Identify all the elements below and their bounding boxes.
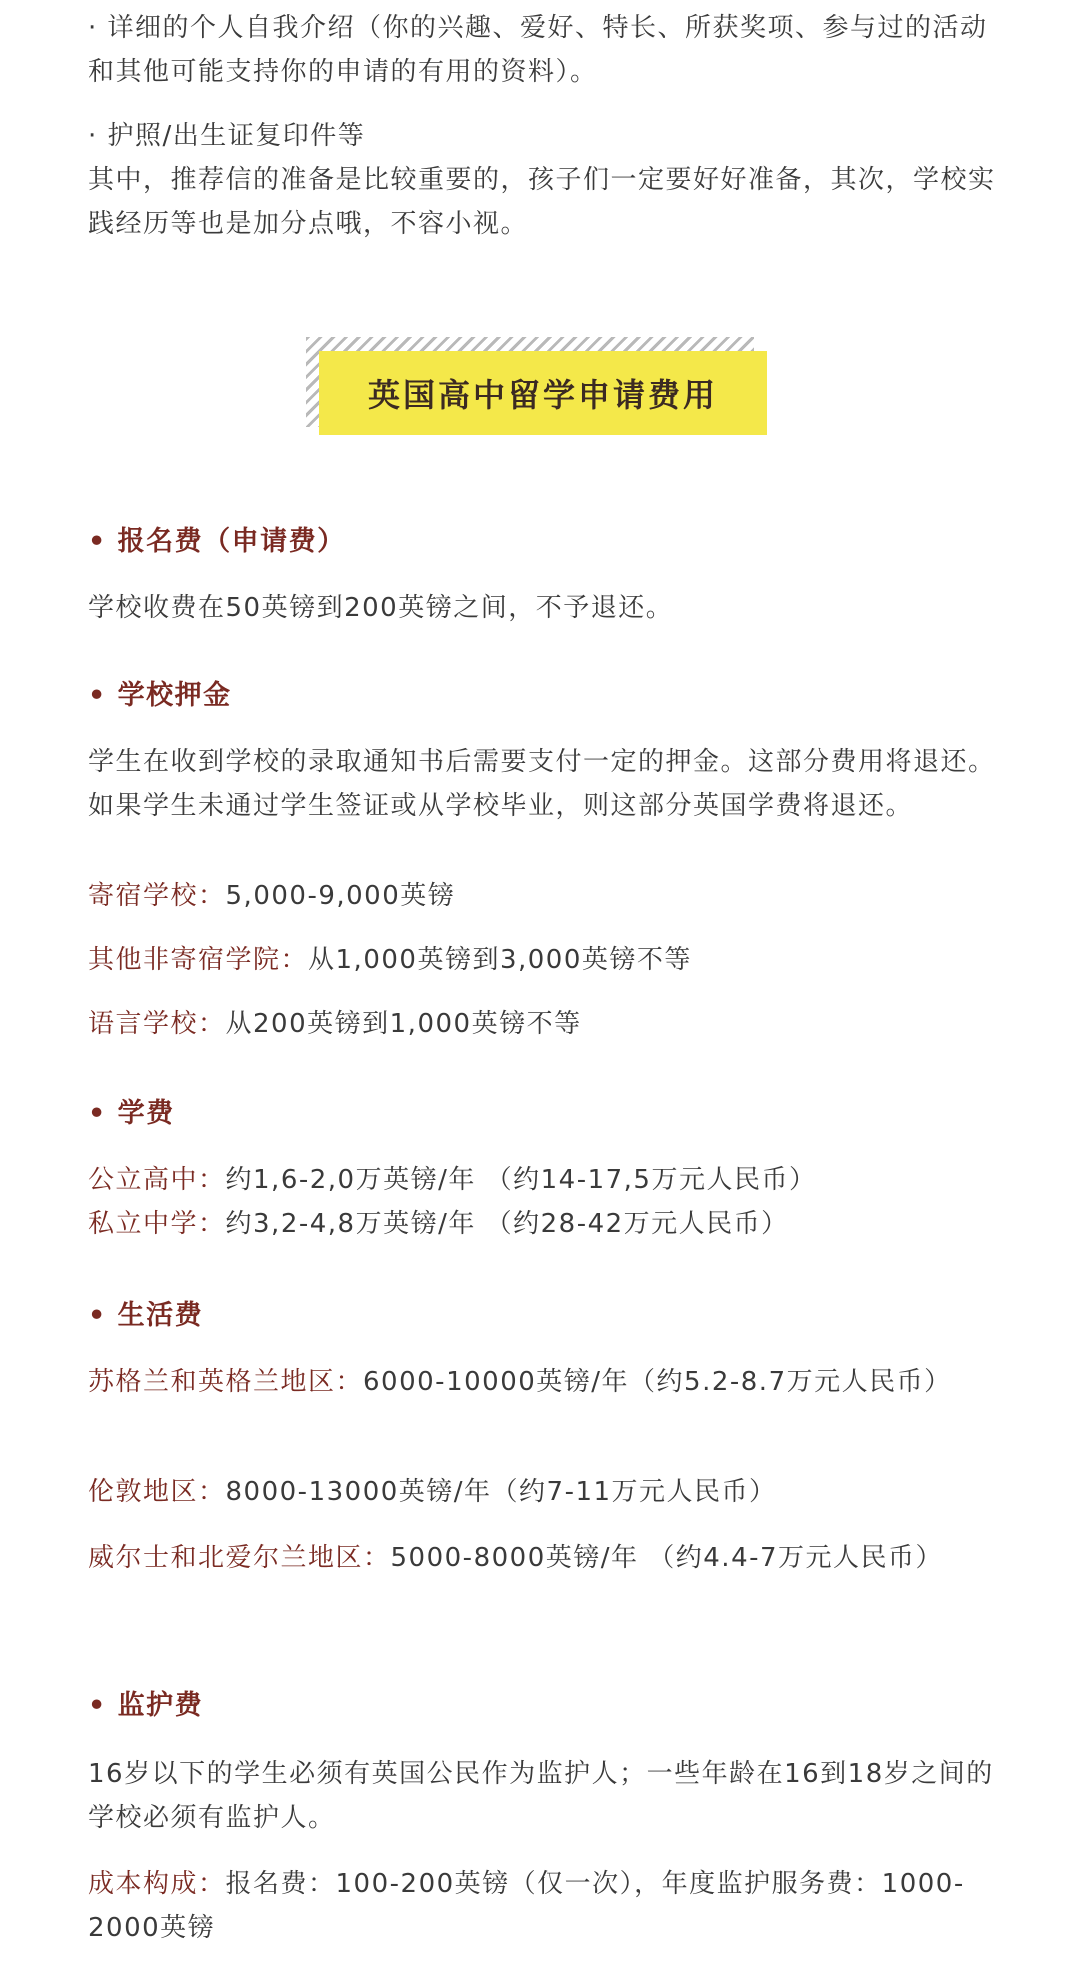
- tuition-public-label: 公立高中：: [88, 1165, 226, 1195]
- deposit-boarding-line: [88, 874, 1002, 918]
- guardian-cost-value: 报名费：100-200英镑（仅一次），年度监护服务费：1000-2000英镑: [88, 1869, 965, 1943]
- living-wales-label: 威尔士和北爱尔兰地区：: [88, 1543, 391, 1573]
- guardian-text: 16岁以下的学生必须有英国公民作为监护人；一些年龄在16到18岁之间的学校必须有监护人。: [88, 1759, 994, 1833]
- deposit-boarding-value: 5,000-9,000英镑: [225, 881, 456, 911]
- intro-item-passport: [88, 114, 1002, 246]
- deposit-text: 学生在收到学校的录取通知书后需要支付一定的押金。这部分费用将退还。如果学生未通过学生签证或从学校毕业，则这部分英国学费将退还。: [88, 747, 996, 821]
- intro-item-2-text: · 护照/出生证复印件等: [88, 121, 366, 151]
- living-scotland-label: 苏格兰和英格兰地区：: [88, 1367, 364, 1397]
- deposit-language-label: 语言学校：: [88, 1009, 226, 1039]
- living-london-value: 8000-13000英镑/年（约7-11万元人民币）: [225, 1477, 777, 1507]
- deposit-nonboarding-value: 从1,000英镑到3,000英镑不等: [308, 945, 692, 975]
- section-title-banner: [306, 337, 766, 437]
- heading-guardian-fee: • 监护费: [88, 1690, 204, 1721]
- living-wales-value: 5000-8000英镑/年 （约4.4-7万元人民币）: [390, 1543, 944, 1573]
- intro-item-1-text: · 详细的个人自我介绍（你的兴趣、爱好、特长、所获奖项、参与过的活动和其他可能支持你的申请的有用的资料）。: [88, 13, 988, 87]
- living-scotland-value: 6000-10000英镑/年（约5.2-8.7万元人民币）: [363, 1367, 952, 1397]
- registration-fee-paragraph: [88, 586, 1002, 630]
- living-scotland-line: [88, 1360, 1002, 1404]
- living-london-label: 伦敦地区：: [88, 1477, 226, 1507]
- guardian-cost-line: [88, 1862, 1002, 1950]
- tuition-private-value: 约3,2-4,8万英镑/年 （约28-42万元人民币）: [225, 1209, 789, 1239]
- deposit-nonboarding-line: [88, 938, 1002, 982]
- heading-tuition: • 学费: [88, 1098, 175, 1129]
- guardian-cost-label: 成本构成：: [88, 1869, 226, 1899]
- deposit-nonboarding-label: 其他非寄宿学院：: [88, 945, 309, 975]
- heading-school-deposit: • 学校押金: [88, 680, 232, 711]
- living-london-line: [88, 1470, 1002, 1514]
- registration-fee-text: 学校收费在50英镑到200英镑之间，不予退还。: [88, 593, 674, 623]
- tuition-private-label: 私立中学：: [88, 1209, 226, 1239]
- guardian-paragraph: [88, 1752, 1002, 1840]
- tuition-lines: [88, 1158, 1002, 1246]
- deposit-language-value: 从200英镑到1,000英镑不等: [225, 1009, 582, 1039]
- intro-item-self-introduction: [88, 6, 1002, 94]
- heading-registration-fee: • 报名费（申请费）: [88, 526, 346, 557]
- tuition-public-value: 约1,6-2,0万英镑/年 （约14-17,5万元人民币）: [225, 1165, 817, 1195]
- deposit-boarding-label: 寄宿学校：: [88, 881, 226, 911]
- banner-title: 英国高中留学申请费用: [319, 351, 767, 435]
- deposit-language-line: [88, 1002, 1002, 1046]
- intro-note-text: 其中，推荐信的准备是比较重要的，孩子们一定要好好准备，其次，学校实践经历等也是加分点哦，不容小视。: [88, 165, 996, 239]
- deposit-paragraph: [88, 740, 1002, 828]
- heading-living-costs: • 生活费: [88, 1300, 204, 1331]
- living-wales-line: [88, 1536, 1002, 1580]
